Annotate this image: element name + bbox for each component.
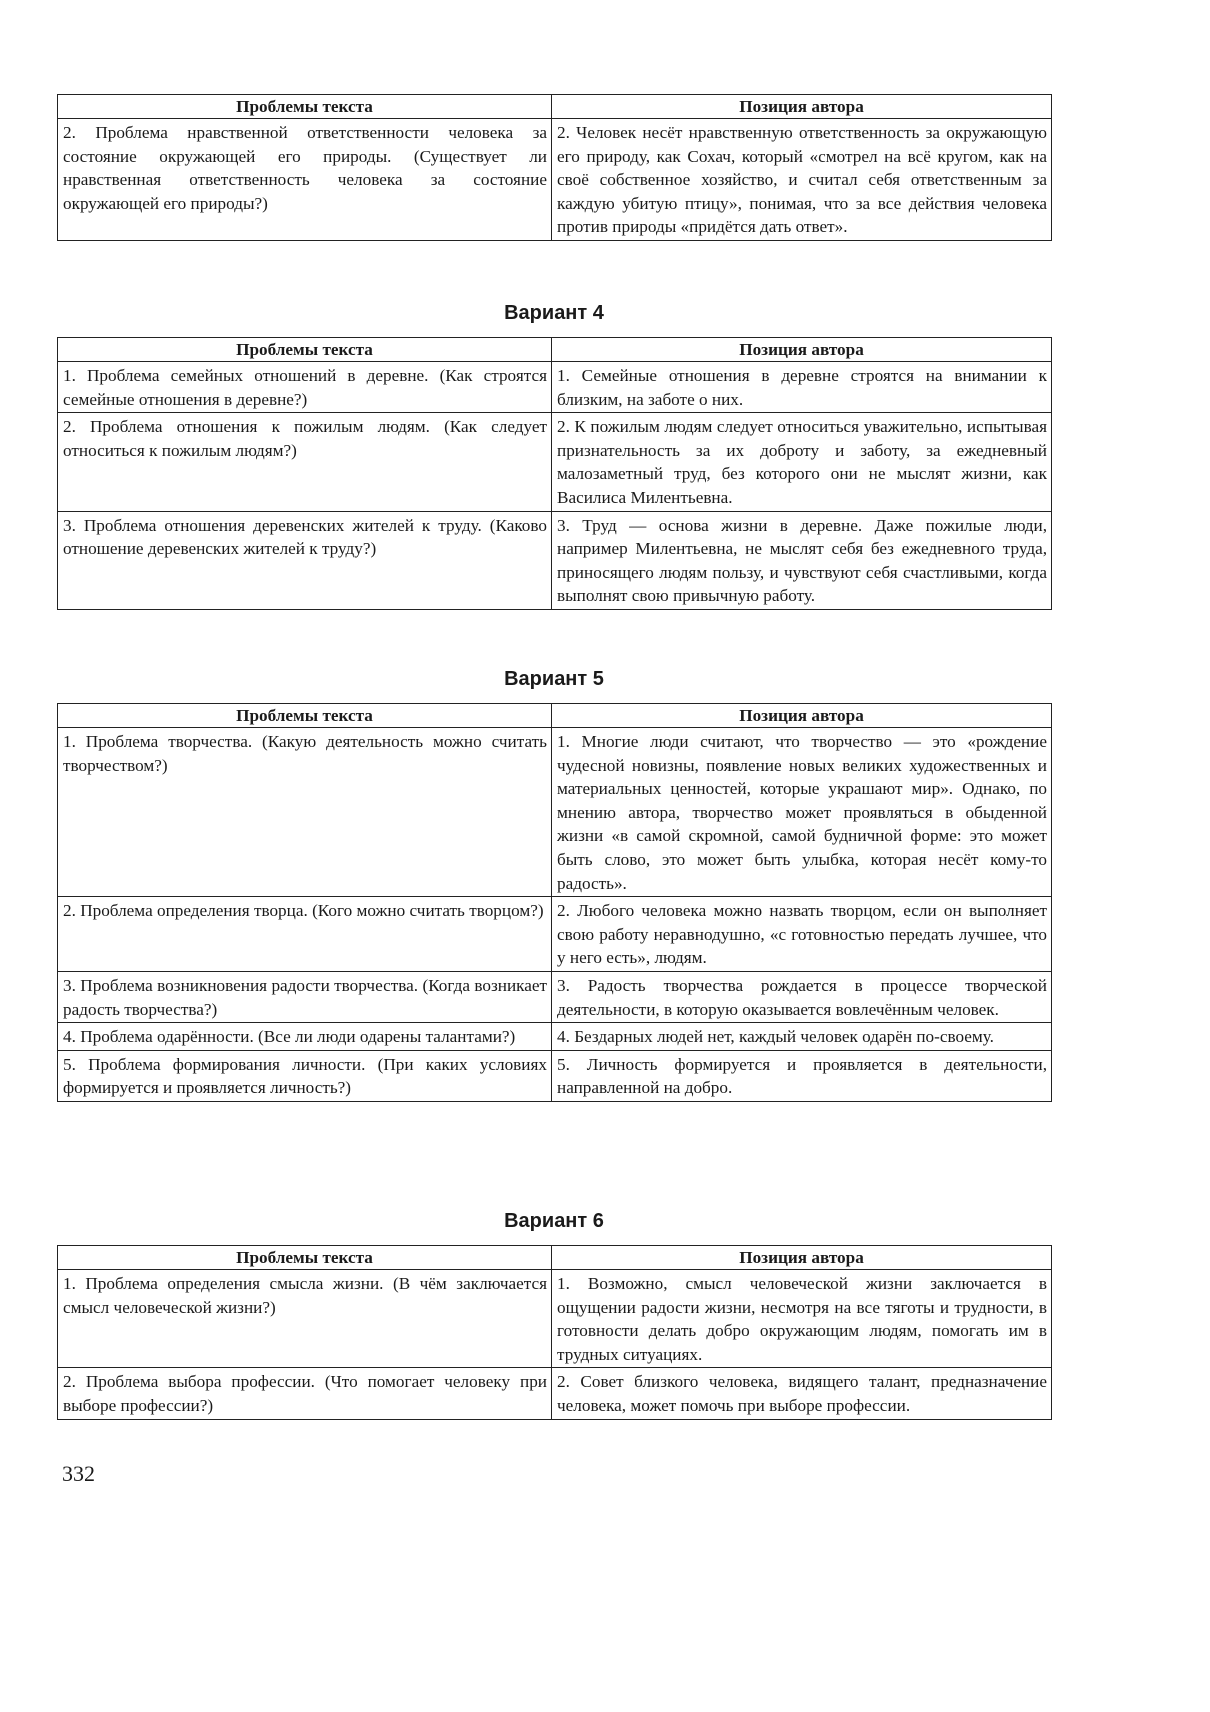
column-header: Проблемы текста	[58, 95, 552, 119]
problems-table	[57, 703, 1052, 1102]
column-header: Проблемы текста	[58, 338, 552, 362]
section-1	[57, 94, 1051, 241]
problem-cell: 1. Проблема семейных отношений в деревне. (Как строятся семейные отношения в деревне?)	[58, 362, 552, 413]
column-header: Позиция автора	[552, 704, 1052, 728]
table-header-row	[58, 704, 1052, 728]
column-header: Позиция автора	[552, 338, 1052, 362]
author-position-cell: 1. Многие люди считают, что творчество — это «рождение чудесной новизны, появление новых великих художественных и материальных ценностей, которые украшают мир». Однако, по мнению автора, творчество может проявляться в обыденной жизни «в самой скромной, самой будничной форме: это может быть слово, это может быть улыбка, которая несёт кому-то радость».	[552, 728, 1052, 897]
author-position-cell: 2. Человек несёт нравственную ответственность за окружающую его природу, как Сохач, который «смотрел на всё кругом, как на своё собственное хозяйство, и считал себя ответственным за каждую убитую птицу», понимая, что за все действия человека против природы «придётся дать ответ».	[552, 119, 1052, 241]
column-header: Проблемы текста	[58, 1246, 552, 1270]
problems-table	[57, 1245, 1052, 1420]
problem-cell: 4. Проблема одарённости. (Все ли люди одарены талантами?)	[58, 1023, 552, 1051]
table-row	[58, 897, 1052, 972]
table-header-row	[58, 338, 1052, 362]
table-row	[58, 413, 1052, 511]
problem-cell: 3. Проблема отношения деревенских жителей к труду. (Каково отношение деревенских жителей к труду?)	[58, 511, 552, 609]
author-position-cell: 3. Труд — основа жизни в деревне. Даже пожилые люди, например Милентьевна, не мыслят себя без ежедневного труда, приносящего людям пользу, и чувствуют себя счастливыми, когда выполнят свою привычную работу.	[552, 511, 1052, 609]
page-number: 332	[62, 1461, 95, 1486]
table-row	[58, 1368, 1052, 1419]
problems-table	[57, 94, 1052, 241]
section-2	[57, 300, 1051, 610]
problems-table	[57, 337, 1052, 610]
table-row	[58, 119, 1052, 241]
author-position-cell: 3. Радость творчества рождается в процессе творческой деятельности, в которую оказывается вовлечённым человек.	[552, 971, 1052, 1022]
table-row	[58, 728, 1052, 897]
problem-cell: 1. Проблема творчества. (Какую деятельность можно считать творчеством?)	[58, 728, 552, 897]
author-position-cell: 5. Личность формируется и проявляется в деятельности, направленной на добро.	[552, 1050, 1052, 1101]
author-position-cell: 2. Любого человека можно назвать творцом, если он выполняет свою работу неравнодушно, «с готовностью передать лучшее, что у него есть», людям.	[552, 897, 1052, 972]
column-header: Позиция автора	[552, 1246, 1052, 1270]
column-header: Позиция автора	[552, 95, 1052, 119]
table-row	[58, 1023, 1052, 1051]
problem-cell: 2. Проблема нравственной ответственности человека за состояние окружающей его природы. (Существует ли нравственная ответственность человека за состояние окружающей его природы?)	[58, 119, 552, 241]
table-header-row	[58, 95, 1052, 119]
problem-cell: 5. Проблема формирования личности. (При каких условиях формируется и проявляется личность?)	[58, 1050, 552, 1101]
problem-cell: 2. Проблема определения творца. (Кого можно считать творцом?)	[58, 897, 552, 972]
problem-cell: 2. Проблема выбора профессии. (Что помогает человеку при выборе профессии?)	[58, 1368, 552, 1419]
section-heading: Вариант 5	[504, 668, 604, 690]
section-4	[57, 1208, 1051, 1420]
table-row	[58, 511, 1052, 609]
author-position-cell: 4. Бездарных людей нет, каждый человек одарён по-своему.	[552, 1023, 1052, 1051]
problem-cell: 2. Проблема отношения к пожилым людям. (Как следует относиться к пожилым людям?)	[58, 413, 552, 511]
table-row	[58, 971, 1052, 1022]
table-row	[58, 1270, 1052, 1368]
table-row	[58, 362, 1052, 413]
column-header: Проблемы текста	[58, 704, 552, 728]
author-position-cell: 1. Семейные отношения в деревне строятся на внимании к близким, на заботе о них.	[552, 362, 1052, 413]
section-heading: Вариант 6	[504, 1210, 604, 1232]
author-position-cell: 1. Возможно, смысл человеческой жизни заключается в ощущении радости жизни, несмотря на все тяготы и трудности, в готовности делать добро окружающим людям, помогать им в трудных ситуациях.	[552, 1270, 1052, 1368]
author-position-cell: 2. Совет близкого человека, видящего талант, предназначение человека, может помочь при выборе профессии.	[552, 1368, 1052, 1419]
section-heading: Вариант 4	[504, 302, 604, 324]
problem-cell: 1. Проблема определения смысла жизни. (В чём заключается смысл человеческой жизни?)	[58, 1270, 552, 1368]
section-3	[57, 666, 1051, 1102]
table-row	[58, 1050, 1052, 1101]
problem-cell: 3. Проблема возникновения радости творчества. (Когда возникает радость творчества?)	[58, 971, 552, 1022]
table-header-row	[58, 1246, 1052, 1270]
author-position-cell: 2. К пожилым людям следует относиться уважительно, испытывая признательность за их доброту и заботу, за ежедневный малозаметный труд, без которого они не мыслят жизни, как Василиса Милентьевна.	[552, 413, 1052, 511]
